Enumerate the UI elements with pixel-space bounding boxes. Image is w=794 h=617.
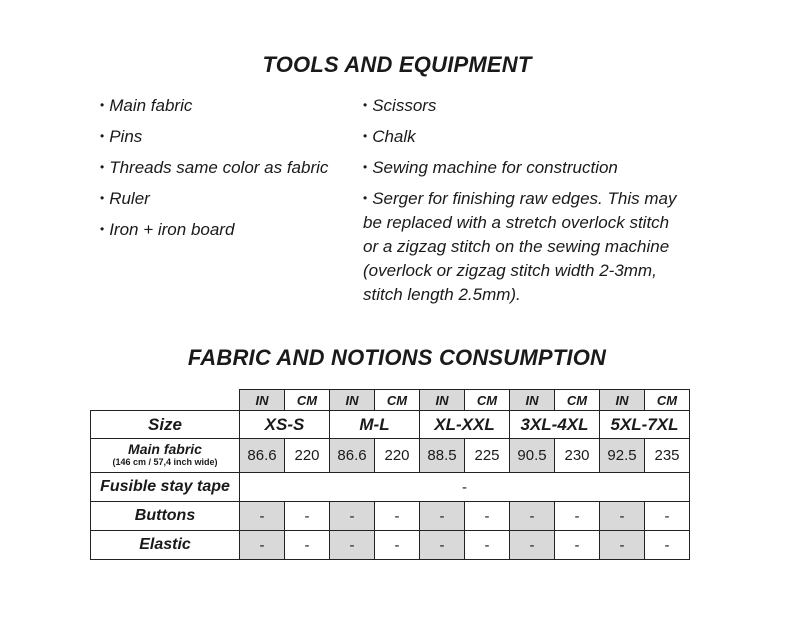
unit-in: IN (600, 390, 645, 411)
bullet-icon: • (363, 129, 368, 143)
bullet-icon: • (363, 160, 368, 174)
table-cell: - (600, 502, 645, 531)
stay-tape-row (91, 473, 690, 502)
consumption-table (90, 389, 690, 560)
bullet-icon: • (100, 222, 105, 236)
list-item-label: Threads same color as fabric (109, 158, 329, 177)
size-xl-xxl: XL-XXL (420, 411, 510, 439)
table-cell: - (555, 531, 600, 560)
table-cell: - (420, 502, 465, 531)
table-cell: - (240, 531, 285, 560)
unit-in: IN (420, 390, 465, 411)
table-cell: - (375, 531, 420, 560)
table-cell: - (510, 531, 555, 560)
list-item-label: Sewing machine for construction (372, 158, 618, 177)
size-row (91, 411, 690, 439)
tools-list-left (100, 93, 350, 248)
table-cell: - (285, 502, 330, 531)
unit-in: IN (330, 390, 375, 411)
stay-tape-label: Fusible stay tape (91, 473, 240, 502)
size-3xl-4xl: 3XL-4XL (510, 411, 600, 439)
main-fabric-width: (146 cm / 57,4 inch wide) (112, 456, 218, 467)
stay-tape-value: - (240, 473, 690, 502)
table-cell: 92.5 (600, 439, 645, 473)
list-item-label: Scissors (372, 96, 437, 115)
list-item (100, 186, 350, 211)
buttons-row (91, 502, 690, 531)
bullet-icon: • (363, 98, 368, 112)
list-item (363, 155, 683, 180)
size-xs-s: XS-S (240, 411, 330, 439)
unit-in: IN (240, 390, 285, 411)
unit-cm: CM (555, 390, 600, 411)
list-item (100, 93, 350, 118)
size-label: Size (91, 411, 240, 439)
list-item-label: Pins (109, 127, 143, 146)
table-cell: 88.5 (420, 439, 465, 473)
table-cell: - (510, 502, 555, 531)
buttons-label: Buttons (91, 502, 240, 531)
list-item (100, 155, 350, 180)
table-cell: - (555, 502, 600, 531)
list-item (363, 93, 683, 118)
table-cell: 235 (645, 439, 690, 473)
elastic-label: Elastic (91, 531, 240, 560)
table-cell: - (465, 531, 510, 560)
table-cell: - (330, 502, 375, 531)
table-cell: 225 (465, 439, 510, 473)
table-cell: 86.6 (330, 439, 375, 473)
table-cell: - (375, 502, 420, 531)
list-item-label: Iron + iron board (109, 220, 235, 239)
table-cell: 86.6 (240, 439, 285, 473)
main-fabric-label (91, 439, 240, 473)
table-cell: 90.5 (510, 439, 555, 473)
size-5xl-7xl: 5XL-7XL (600, 411, 690, 439)
table-cell: 220 (285, 439, 330, 473)
main-fabric-title: Main fabric (128, 440, 202, 457)
empty-corner (91, 390, 240, 411)
table-cell: - (465, 502, 510, 531)
list-item-label: Serger for finishing raw edges. This may be replaced with a stretch overlock stitch or a zigzag stitch on the sewing machine (overlock or zigzag stitch width 2-3mm, stitch length 2.5mm). (363, 189, 677, 304)
tools-list-right (363, 93, 683, 313)
list-item-label: Ruler (109, 189, 150, 208)
bullet-icon: • (100, 129, 105, 143)
bullet-icon: • (363, 191, 368, 205)
bullet-icon: • (100, 191, 105, 205)
size-m-l: M-L (330, 411, 420, 439)
table-cell: - (645, 531, 690, 560)
unit-header-row (91, 390, 690, 411)
list-item (100, 217, 350, 242)
unit-cm: CM (645, 390, 690, 411)
list-item (363, 124, 683, 149)
list-item-label: Chalk (372, 127, 416, 146)
bullet-icon: • (100, 98, 105, 112)
main-fabric-row (91, 439, 690, 473)
list-item-label: Main fabric (109, 96, 193, 115)
table-cell: - (420, 531, 465, 560)
unit-cm: CM (375, 390, 420, 411)
unit-in: IN (510, 390, 555, 411)
bullet-icon: • (100, 160, 105, 174)
table-cell: 230 (555, 439, 600, 473)
table-cell: - (285, 531, 330, 560)
elastic-row (91, 531, 690, 560)
unit-cm: CM (465, 390, 510, 411)
unit-cm: CM (285, 390, 330, 411)
table-cell: - (645, 502, 690, 531)
list-item (100, 124, 350, 149)
table-cell: - (600, 531, 645, 560)
table-cell: - (330, 531, 375, 560)
fabric-title: FABRIC AND NOTIONS CONSUMPTION (187, 345, 607, 370)
table-cell: - (240, 502, 285, 531)
tools-title: TOOLS AND EQUIPMENT (262, 52, 532, 77)
list-item (363, 186, 683, 307)
table-cell: 220 (375, 439, 420, 473)
